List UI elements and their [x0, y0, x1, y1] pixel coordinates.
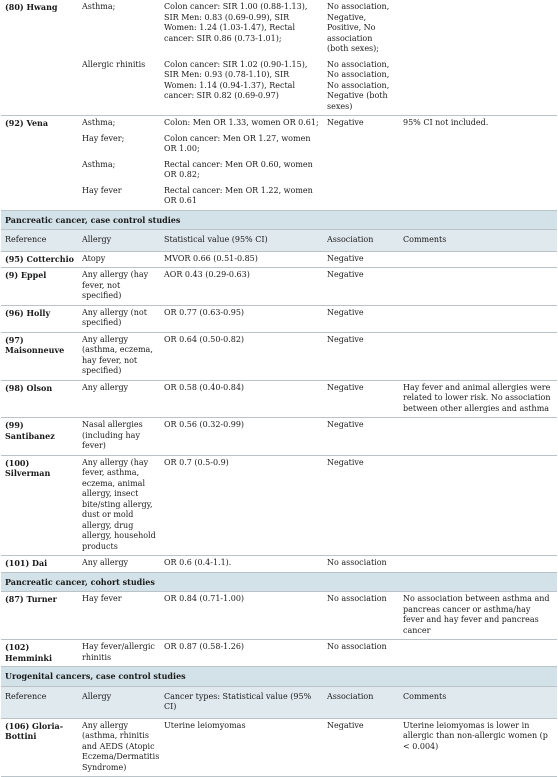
- comment-cell: [399, 58, 557, 116]
- column-header: Association: [323, 686, 399, 718]
- table-row: [1, 332, 557, 380]
- statistic-cell: OR 0.58 (0.40-0.84): [160, 380, 323, 418]
- table-row: [1, 380, 557, 418]
- section-header: [1, 572, 557, 592]
- statistic-cell: OR 0.6 (0.4-1.1).: [160, 556, 323, 573]
- comment-cell: [399, 305, 557, 332]
- column-header: Allergy: [78, 230, 160, 252]
- association-cell: No association: [323, 640, 399, 667]
- reference-cell: (92) Vena: [5, 118, 49, 128]
- comment-cell: [399, 640, 557, 667]
- statistic-cell: AOR 0.43 (0.29-0.63): [160, 268, 323, 306]
- reference-cell: (100) Silverman: [1, 455, 78, 556]
- association-cell: No association: [323, 556, 399, 573]
- association-cell: Negative: [323, 418, 399, 456]
- reference-cell: [1, 58, 78, 116]
- allergy-cell: Any allergy (asthma, rhinitis and AEDS (Atopic Eczema/Dermatitis Syndrome): [78, 718, 160, 777]
- table-row: [1, 58, 557, 116]
- association-cell: Negative: [323, 305, 399, 332]
- comment-cell: [399, 0, 557, 58]
- reference-cell: (97) Maisonneuve: [1, 332, 78, 380]
- reference-cell: (101) Dai: [1, 556, 78, 573]
- allergy-cancer-table: [1, 0, 557, 777]
- table-row: [1, 556, 557, 573]
- association-cell: Negative: [323, 718, 399, 777]
- reference-cell: (96) Holly: [1, 305, 78, 332]
- association-cell: Negative: [323, 455, 399, 556]
- comment-cell: [399, 251, 557, 268]
- association-cell: Negative: [323, 332, 399, 380]
- statistic-cell: OR 0.87 (0.58-1.26): [160, 640, 323, 667]
- section-title: Urogenital cancers, case control studies: [1, 667, 557, 687]
- column-header-row: [1, 230, 557, 252]
- statistic-cell: OR 0.77 (0.63-0.95): [160, 305, 323, 332]
- section-title: Pancreatic cancer, cohort studies: [1, 572, 557, 592]
- allergy-cell: Asthma;: [82, 159, 116, 169]
- statistic-cell: Rectal cancer: Men OR 1.22, women OR 0.61: [160, 184, 323, 211]
- association-cell: Negative: [323, 380, 399, 418]
- column-header: Statistical value (95% CI): [160, 230, 323, 252]
- statistic-cell: Colon: Men OR 1.33, women OR 0.61;: [164, 118, 319, 127]
- comment-cell: Hay fever and animal allergies were related to lower risk. No association between other allergies and asthma: [399, 380, 557, 418]
- column-header: Reference: [1, 686, 78, 718]
- table-row: [1, 718, 557, 777]
- table-row: [1, 116, 557, 132]
- comment-cell: [399, 332, 557, 380]
- statistic-cell: OR 0.64 (0.50-0.82): [160, 332, 323, 380]
- column-header-row: [1, 686, 557, 718]
- allergy-cell: Hay fever: [78, 592, 160, 640]
- association-cell: Negative: [323, 251, 399, 268]
- allergy-cell: Any allergy: [78, 380, 160, 418]
- allergy-cell: Hay fever;: [82, 133, 125, 143]
- allergy-cell: Hay fever/allergic rhinitis: [78, 640, 160, 667]
- comment-cell: [399, 418, 557, 456]
- reference-cell: (9) Eppel: [1, 268, 78, 306]
- statistic-cell: Colon cancer: SIR 1.02 (0.90-1.15), SIR Men: 0.93 (0.78-1.10), SIR Women: 1.14 (0.94-1.37), Rectal cancer: SIR 0.82 (0.69-0.97): [160, 58, 323, 116]
- allergy-cell: Atopy: [78, 251, 160, 268]
- column-header: Allergy: [78, 686, 160, 718]
- allergy-cell: Asthma;: [82, 118, 116, 127]
- comment-cell: [399, 268, 557, 306]
- statistic-cell: Uterine leiomyomas: [160, 718, 323, 777]
- association-cell: No association, Negative, Positive, No association (both sexes);: [327, 2, 390, 53]
- reference-cell: (87) Turner: [1, 592, 78, 640]
- allergy-cell: Any allergy (hay fever, asthma, eczema, animal allergy, insect bite/sting allergy, dust or mold allergy, drug allergy, household products: [78, 455, 160, 556]
- comment-cell: [399, 455, 557, 556]
- statistic-cell: OR 0.7 (0.5-0.9): [160, 455, 323, 556]
- table-row: [1, 455, 557, 556]
- section-title: Pancreatic cancer, case control studies: [1, 210, 557, 230]
- statistic-cell: OR 0.56 (0.32-0.99): [160, 418, 323, 456]
- allergy-cell: Allergic rhinitis: [78, 58, 160, 116]
- allergy-cell: Any allergy (not specified): [78, 305, 160, 332]
- table-row: [1, 640, 557, 667]
- section-header: [1, 210, 557, 230]
- allergy-cell: Hay fever: [78, 184, 160, 211]
- statistic-cell: MVOR 0.66 (0.51-0.85): [160, 251, 323, 268]
- reference-cell: (102) Hemminki: [1, 640, 78, 667]
- comment-cell: 95% CI not included.: [403, 118, 489, 127]
- allergy-cell: Any allergy: [78, 556, 160, 573]
- column-header: Reference: [1, 230, 78, 252]
- reference-cell: (106) Gloria-Bottini: [1, 718, 78, 777]
- allergy-cell: Asthma;: [82, 2, 116, 11]
- association-cell: Negative: [327, 118, 364, 127]
- statistic-cell: Colon cancer: Men OR 1.27, women OR 1.00;: [164, 133, 311, 153]
- comment-cell: No association between asthma and pancreas cancer or asthma/hay fever and hay fever and pancreas cancer: [399, 592, 557, 640]
- table-row: [1, 418, 557, 456]
- allergy-cell: Any allergy (asthma, eczema, hay fever, not specified): [78, 332, 160, 380]
- reference-cell: (95) Cotterchio: [1, 251, 78, 268]
- association-cell: No association, No association, No association, Negative (both sexes): [323, 58, 399, 116]
- allergy-cell: Any allergy (hay fever, not specified): [78, 268, 160, 306]
- statistic-cell: OR 0.84 (0.71-1.00): [160, 592, 323, 640]
- statistic-cell: Colon cancer: SIR 1.00 (0.88-1.13), SIR Men: 0.83 (0.69-0.99), SIR Women: 1.24 (1.03-1.47), Rectal cancer: SIR 0.86 (0.73-1.01);: [164, 2, 308, 43]
- table-row: [1, 268, 557, 306]
- reference-cell: (99) Santibanez: [1, 418, 78, 456]
- allergy-cell: Nasal allergies (including hay fever): [78, 418, 160, 456]
- association-cell: Negative: [323, 268, 399, 306]
- comment-cell: Uterine leiomyomas is lower in allergic than non-allergic women (p < 0.004): [399, 718, 557, 777]
- column-header: Comments: [399, 686, 557, 718]
- column-header: Comments: [399, 230, 557, 252]
- table-row: [1, 251, 557, 268]
- table-row: [1, 0, 557, 58]
- column-header: Cancer types: Statistical value (95% CI): [160, 686, 323, 718]
- comment-cell: [399, 556, 557, 573]
- reference-cell: (80) Hwang: [5, 2, 58, 12]
- table-row: [1, 305, 557, 332]
- statistic-cell: Rectal cancer: Men OR 0.60, women OR 0.82;: [164, 159, 313, 179]
- section-header: [1, 667, 557, 687]
- association-cell: No association: [323, 592, 399, 640]
- reference-cell: (98) Olson: [1, 380, 78, 418]
- table-row: [1, 592, 557, 640]
- column-header: Association: [323, 230, 399, 252]
